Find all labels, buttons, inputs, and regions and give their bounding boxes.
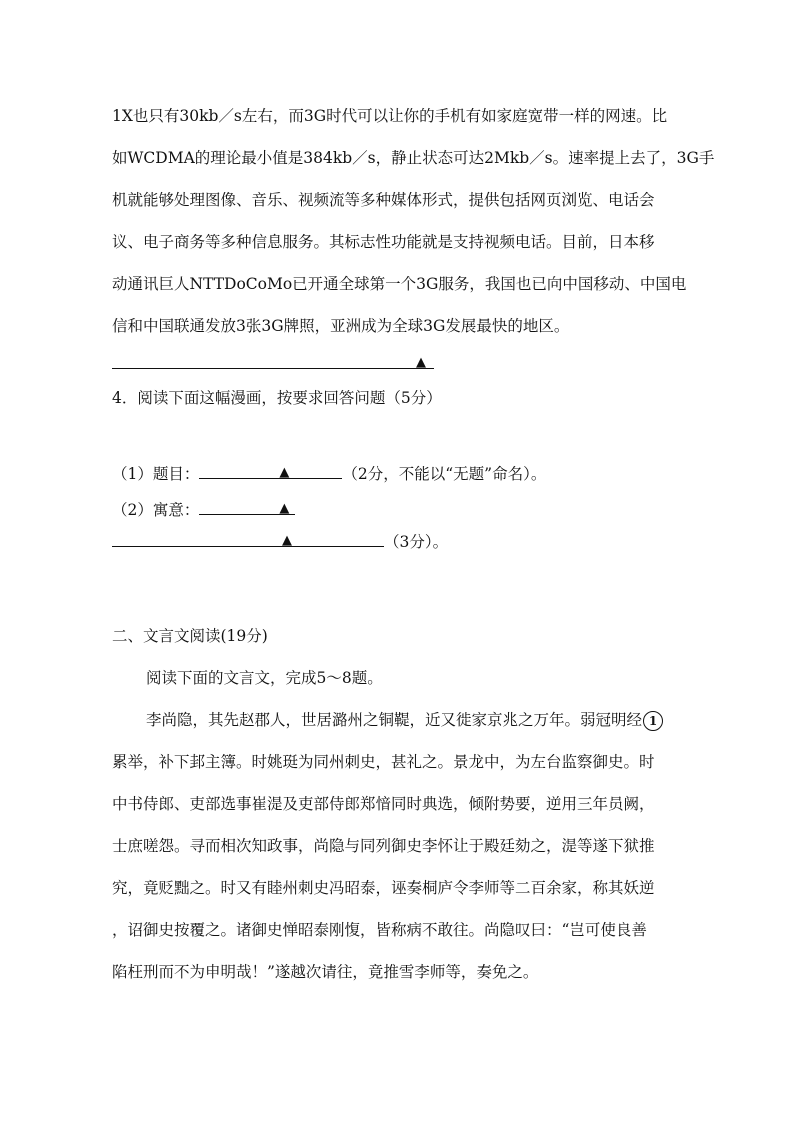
question-4-sub2-cont — [112, 530, 448, 552]
section-instruction: 阅读下面的文言文，完成5～8题。 — [146, 669, 383, 687]
passage-text: 李尚隐，其先赵郡人，世居潞州之铜鞮，近又徙家京兆之万年。弱冠明经 — [146, 711, 643, 729]
title-answer-blank[interactable] — [199, 462, 342, 479]
question-4-title: 4．阅读下面这幅漫画，按要求回答问题（5分） — [112, 389, 442, 407]
sub2-label: （2）寓意： — [112, 501, 200, 519]
passage-line: ，诏御史按覆之。诸御史惮昭泰刚愎，皆称病不敢往。尚隐叹曰：“岂可使良善 — [112, 921, 647, 939]
text-line: 动通讯巨人NTTDoCoMo已开通全球第一个3G服务，我国也已向中国移动、中国电 — [112, 275, 687, 293]
passage-line: 累举，补下邽主簿。时姚珽为同州刺史，甚礼之。景龙中，为左台监察御史。时 — [112, 753, 655, 771]
sub1-label: （1）题目： — [112, 465, 200, 483]
triangle-marker-icon: ▲ — [279, 465, 290, 480]
answer-line[interactable] — [112, 352, 434, 374]
question-4-sub2 — [112, 498, 295, 520]
passage-line: 士庶嗟怨。寻而相次知政事，尚隐与同列御史李怀让于殿廷劾之，湜等遂下狱推 — [112, 837, 655, 855]
sub2-note: （3分）。 — [384, 533, 449, 551]
text-line: 机就能够处理图像、音乐、视频流等多种媒体形式，提供包括网页浏览、电话会 — [112, 191, 655, 209]
passage-line: 究，竟贬黜之。时又有睦州刺史冯昭泰，诬奏桐庐令李师等二百余家，称其妖逆 — [112, 879, 655, 897]
sub1-note: （2分，不能以“无题”命名）。 — [342, 465, 547, 483]
text-line: 议、电子商务等多种信息服务。其标志性功能就是支持视频电话。目前，日本移 — [112, 233, 655, 251]
text-line: 1X也只有30kb／s左右，而3G时代可以让你的手机有如家庭宽带一样的网速。比 — [112, 107, 668, 125]
text-line: 如WCDMA的理论最小值是384kb／s，静止状态可达2Mkb／s。速率提上去了，3G手 — [112, 149, 715, 167]
footnote-marker: 1 — [643, 711, 663, 731]
passage-line — [146, 710, 663, 731]
triangle-marker-icon: ▲ — [416, 355, 426, 370]
answer-blank[interactable] — [112, 352, 434, 369]
section-heading: 二、文言文阅读(19分) — [112, 627, 268, 645]
text-line: 信和中国联通发放3张3G牌照，亚洲成为全球3G发展最快的地区。 — [112, 317, 570, 335]
question-4-sub1 — [112, 462, 546, 484]
passage-line: 中书侍郎、吏部选事崔湜及吏部侍郎郑愔同时典选，倾附势要，逆用三年员阙， — [112, 795, 655, 813]
triangle-marker-icon: ▲ — [279, 501, 290, 516]
passage-line: 陷枉刑而不为申明哉！”遂越次请往，竟推雪李师等，奏免之。 — [112, 963, 539, 981]
triangle-marker-icon: ▲ — [282, 533, 292, 548]
meaning-answer-blank[interactable] — [199, 498, 295, 515]
meaning-answer-blank-2[interactable] — [112, 530, 384, 547]
